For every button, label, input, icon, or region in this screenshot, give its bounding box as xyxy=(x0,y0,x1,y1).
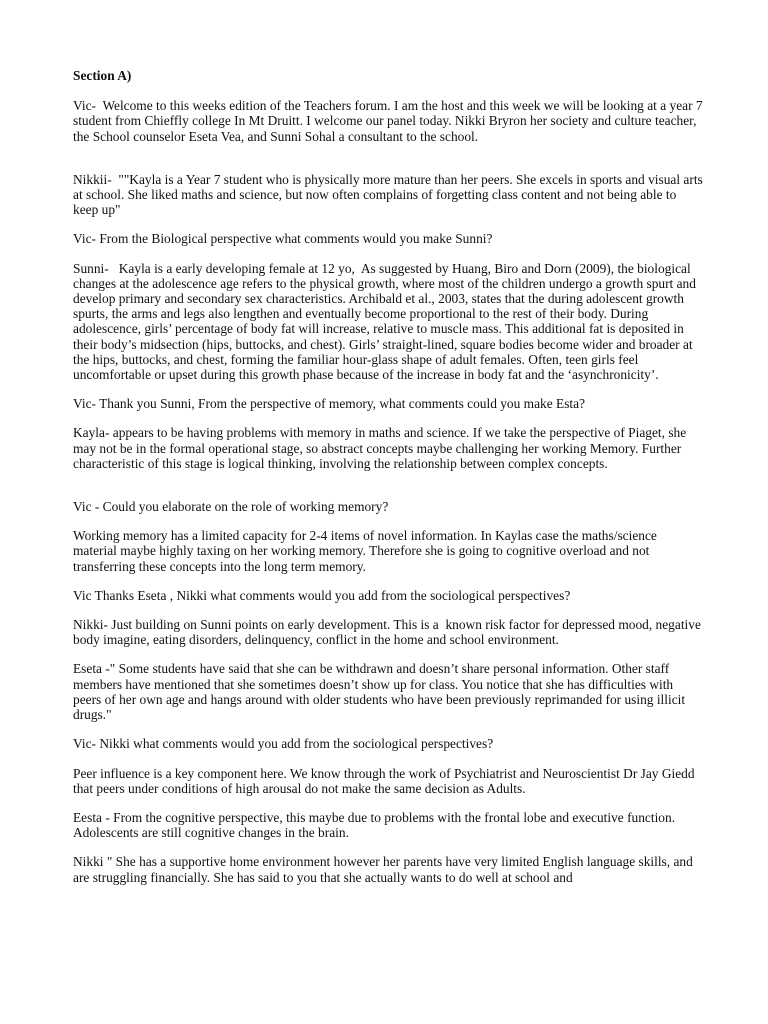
paragraph-sunni-answer: Sunni- Kayla is a early developing female at 12 yo, As suggested by Huang, Biro and Dorn (2009), the biological changes at the adolescence age refers to the physical growth, where most of the children undergo a growth spurt and develop primary and secondary sex characteristics. Archibald et al., 2003, states that the during adolescent growth spurts, the arms and legs also lengthen and eventually become proportional to the rest of their body. During adolescence, girls’ percentage of body fat will increase, relative to muscle mass. This additional fat is deposited in their body’s midsection (hips, buttocks, and chest). Girls’ straight-lined, square bodies become wider and broader at the hips, buttocks, and chest, forming the familiar hour-glass shape of adult females. Often, teen girls feel uncomfortable or upset during this growth phase because of the increase in body fat and the ‘asynchronicity’. xyxy=(73,260,700,383)
section-title: Section A) xyxy=(73,68,132,83)
paragraph-vic-welcome: Vic- Welcome to this weeks edition of the Teachers forum. I am the host and this week we will be looking at a year 7 student from Chieffly college In Mt Druitt. I welcome our panel today. Nikki Bryron her society and culture teacher, the School counselor Eseta Vea, and Sunni Sohal a consultant to the school. xyxy=(73,98,706,144)
paragraph-peer-influence: Peer influence is a key component here. We know through the work of Psychiatrist and Neuroscientist Dr Jay Giedd that peers under conditions of high arousal do not make the same decision as Adults. xyxy=(73,765,698,796)
paragraph-working-memory-answer: Working memory has a limited capacity for 2-4 items of novel information. In Kaylas case the maths/science material maybe highly taxing on her working memory. Therefore she is going to cognitive overload and not transferring these concepts into the long term memory. xyxy=(73,528,661,574)
paragraph-eesta-cognitive: Eesta - From the cognitive perspective, this maybe due to problems with the frontal lobe and executive function. Adolescents are still cognitive changes in the brain. xyxy=(73,809,678,841)
paragraph-vic-biological-question: Vic- From the Biological perspective what comments would you make Sunni? xyxy=(73,231,493,247)
paragraph-vic-working-memory-question: Vic - Could you elaborate on the role of working memory? xyxy=(73,499,389,515)
paragraph-eseta-withdrawn: Eseta -" Some students have said that she can be withdrawn and doesn’t share personal information. Other staff members have mentioned that she sometimes doesn’t show up for class. You notice that she has difficulties with peers of her own age and hangs around with older students who have been previously reprimanded for using illicit drugs." xyxy=(73,661,689,723)
paragraph-vic-memory-question: Vic- Thank you Sunni, From the perspective of memory, what comments could you make Esta? xyxy=(73,396,586,412)
paragraph-vic-nikki-question: Vic- Nikki what comments would you add from the sociological perspectives? xyxy=(73,736,494,752)
document-body xyxy=(73,68,707,899)
paragraph-nikki-early-development: Nikki- Just building on Sunni points on early development. This is a known risk factor for depressed mood, negative body imagine, eating disorders, delinquency, conflict in the home and school environment. xyxy=(73,617,705,648)
paragraph-nikkii-intro: Nikkii- ""Kayla is a Year 7 student who is physically more mature than her peers. She excels in sports and visual arts at school. She liked maths and science, but now often complains of forgetting class content and not being able to keep up" xyxy=(73,171,707,218)
paragraph-kayla-memory: Kayla- appears to be having problems with memory in maths and science. If we take the perspective of Piaget, she may not be in the formal operational stage, so abstract concepts maybe challenging her working Memory. Further characteristic of this stage is logical thinking, involving the relationship between complex concepts. xyxy=(73,425,690,471)
paragraph-nikki-home-environment: Nikki " She has a supportive home environment however her parents have very limited English language skills, and are struggling financially. She has said to you that she actually wants to do well at school and xyxy=(73,854,697,885)
paragraph-vic-sociological-question: Vic Thanks Eseta , Nikki what comments would you add from the sociological perspectives? xyxy=(73,587,571,603)
